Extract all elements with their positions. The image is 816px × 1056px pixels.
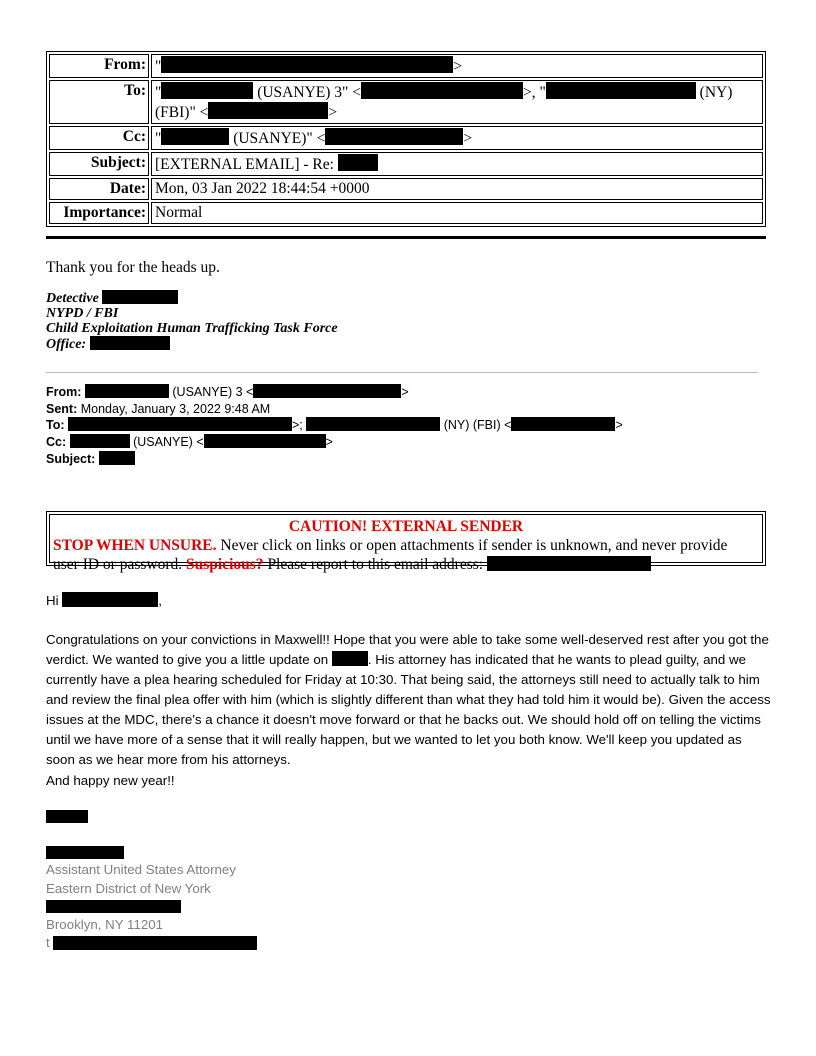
- cc-value: " (USANYE)" < >: [151, 126, 763, 150]
- redaction-block: [487, 556, 651, 571]
- redaction-block: [208, 102, 328, 119]
- forwarded-header: [46, 384, 623, 468]
- redaction-block: [253, 384, 401, 398]
- from-label: From:: [49, 54, 149, 78]
- header-to-row: [49, 80, 763, 124]
- from-value: " >: [151, 54, 763, 78]
- aua-city: Brooklyn, NY 11201: [46, 917, 164, 932]
- quote-divider: [46, 372, 758, 373]
- redaction-block: [46, 900, 181, 913]
- redaction-block: [204, 434, 326, 448]
- redaction-block: [68, 417, 292, 431]
- caution-title: CAUTION! EXTERNAL SENDER: [288, 518, 524, 535]
- redaction-block: [62, 592, 158, 607]
- date-label: Date:: [49, 178, 149, 200]
- aua-title: Assistant United States Attorney: [46, 862, 236, 877]
- caution-line-2: user ID or password. Suspicious? Please report to this email address:: [53, 555, 759, 574]
- redaction-block: [511, 417, 615, 431]
- date-value: Mon, 03 Jan 2022 18:44:54 +0000: [151, 178, 763, 200]
- redaction-block: [325, 128, 463, 145]
- redaction-block: [102, 290, 178, 304]
- caution-line-1: STOP WHEN UNSURE. Never click on links or open attachments if sender is unknown, and never provide: [53, 537, 728, 554]
- signature-title: Detective: [46, 291, 103, 306]
- subject-label: Subject:: [49, 152, 149, 176]
- to-label: To:: [49, 80, 149, 124]
- email-header-table: [46, 51, 766, 227]
- header-divider: [46, 236, 766, 239]
- redaction-block: [161, 56, 453, 73]
- redaction-block: [46, 810, 88, 823]
- importance-value: Normal: [151, 202, 763, 224]
- subject-value: [EXTERNAL EMAIL] - Re:: [151, 152, 763, 176]
- redaction-block: [361, 82, 523, 99]
- redaction-block: [46, 846, 124, 859]
- reply-text: Thank you for the heads up.: [46, 259, 220, 276]
- header-subject-row: [49, 152, 763, 176]
- header-importance-row: [49, 202, 763, 224]
- header-from-row: [49, 54, 763, 78]
- fwd-from-line: From: (USANYE) 3 < >: [46, 385, 409, 399]
- redaction-block: [161, 128, 229, 145]
- redaction-block: [85, 384, 169, 398]
- redaction-block: [99, 451, 135, 465]
- redaction-block: [161, 82, 253, 99]
- greeting: Hi ,: [46, 593, 162, 608]
- signature-office: Office:: [46, 337, 90, 352]
- caution-banner: [46, 511, 766, 573]
- fwd-to-line: To: >; (NY) (FBI) < >: [46, 418, 623, 433]
- to-value: " (USANYE) 3" < >, " (NY) (FBI)" < >: [151, 80, 763, 124]
- signature-org: NYPD / FBI: [46, 306, 119, 321]
- redaction-block: [546, 82, 696, 99]
- redaction-block: [306, 417, 440, 431]
- importance-label: Importance:: [49, 202, 149, 224]
- header-date-row: [49, 178, 763, 200]
- redaction-block: [90, 336, 170, 350]
- fwd-subject-line: Subject:: [46, 451, 623, 468]
- signature-unit: Child Exploitation Human Trafficking Task Force: [46, 321, 338, 336]
- fwd-cc-line: Cc: (USANYE) < >: [46, 435, 333, 450]
- redaction-block: [332, 651, 368, 666]
- aua-district: Eastern District of New York: [46, 881, 211, 896]
- reply-signature: [46, 290, 338, 352]
- message-paragraph: Congratulations on your convictions in Maxwell!! Hope that you were able to take some well-deserved rest after you got the verdict. We wanted to give you a little update on . His attorney has indicated that he wants to plead guilty, and we currently have a plea hearing scheduled for Friday at 10:30. That being said, the attorneys still need to actually talk to him and review the final plea offer with him (which is slightly different than what they had told him it would be). Given the access issues at the MDC, there's a chance it doesn't move forward or that he backs out. We should hold off on telling the victims until we have more of a sense that it will really happen, but we wanted to let you both know. We'll keep you updated as soon as we hear more from his attorneys.: [46, 632, 771, 767]
- redaction-block: [70, 434, 130, 448]
- aua-phone: t: [46, 933, 776, 953]
- fwd-sent-line: Sent: Monday, January 3, 2022 9:48 AM: [46, 401, 271, 416]
- redaction-block: [53, 936, 257, 950]
- cc-label: Cc:: [49, 126, 149, 150]
- redaction-block: [338, 154, 378, 171]
- header-cc-row: [49, 126, 763, 150]
- new-year-line: And happy new year!!: [46, 773, 175, 788]
